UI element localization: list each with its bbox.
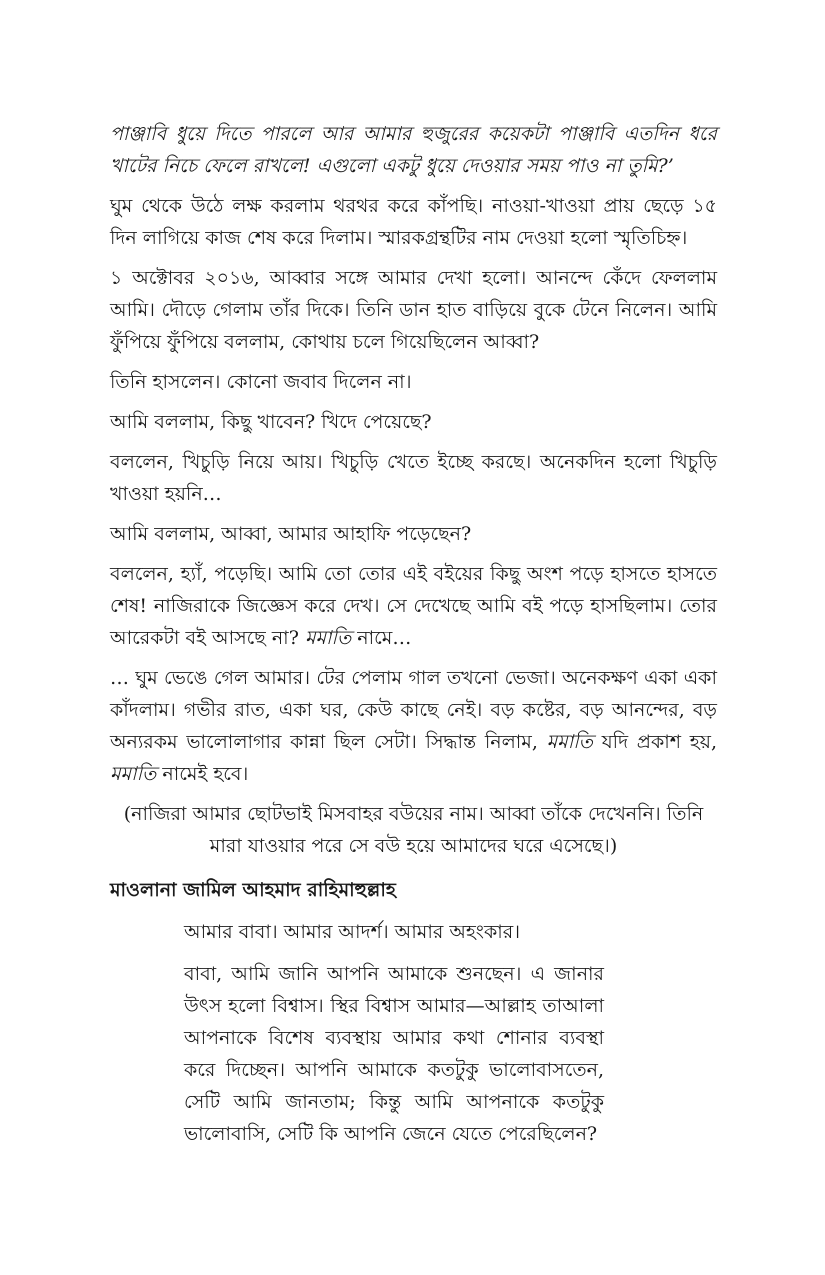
note-paragraph: (নাজিরা আমার ছোটভাই মিসবাহর বউয়ের নাম। আব্বা তাঁকে দেখেননি। তিনি মারা যাওয়ার পরে সে বউ হয়ে আমাদের ঘরে এসেছে।) bbox=[123, 803, 704, 857]
letter-line: আমার বাবা। আমার আদর্শ। আমার অহংকার। bbox=[184, 921, 521, 943]
book-title: মমাতি bbox=[110, 763, 157, 785]
paragraph bbox=[110, 662, 717, 790]
paragraph-text: বললেন, হ্যাঁ, পড়েছি। আমি তো তোর এই বইয়ের কিছু অংশ পড়ে হাসতে হাসতে শেষ! নাজিরাকে জিজ্ঞেস করে দেখ। সে দেখেছে আমি বই পড়ে হাসছিলাম। তোর আরেকটা বই আসছে না? bbox=[110, 563, 717, 649]
paragraph-text: যদি প্রকাশ হয়, bbox=[601, 731, 717, 753]
paragraph: আমি বললাম, আব্বা, আমার আহাফি পড়েছেন? bbox=[110, 523, 472, 545]
paragraph-text: নামেই হবে। bbox=[162, 763, 249, 785]
letter-paragraph: বাবা, আমি জানি আপনি আমাকে শুনছেন। এ জানার উৎস হলো বিশ্বাস। স্থির বিশ্বাস আমার—আল্লাহ তাআলা আপনাকে বিশেষ ব্যবস্থায় আমার কথা শোনার ব্যবস্থা করে দিচ্ছেন। আপনি আমাকে কতটুকু ভালোবাসতেন, সেটি আমি জানতাম; কিন্তু আমি আপনাকে কতটুকু ভালোবাসি, সেটি কি আপনি জেনে যেতে পেরেছিলেন? bbox=[184, 963, 604, 1145]
page-content bbox=[110, 118, 717, 1160]
book-title: মমাতি bbox=[546, 731, 593, 753]
letter-block bbox=[184, 916, 604, 1150]
paragraph: বললেন, খিচুড়ি নিয়ে আয়। খিচুড়ি খেতে ইচ্ছে করছে। অনেকদিন হলো খিচুড়ি খাওয়া হয়নি… bbox=[110, 451, 717, 505]
paragraph: তিনি হাসলেন। কোনো জবাব দিলেন না। bbox=[110, 371, 412, 393]
paragraph: আমি বললাম, কিছু খাবেন? খিদে পেয়েছে? bbox=[110, 411, 432, 433]
paragraph-text: … ঘুম ভেঙে গেল আমার। টের পেলাম গাল তখনো ভেজা। অনেকক্ষণ একা একা কাঁদলাম। গভীর রাত, একা ঘর, কেউ কাছে নেই। বড় কষ্টের, বড় আনন্দের, বড় অন্যরকম ভালোলাগার কান্না ছিল সেটা। সিদ্ধান্ত নিলাম, bbox=[110, 667, 717, 753]
section-heading: মাওলানা জামিল আহমাদ রাহিমাহুল্লাহ bbox=[110, 879, 396, 901]
paragraph: ১ অক্টোবর ২০১৬, আব্বার সঙ্গে আমার দেখা হলো। আনন্দে কেঁদে ফেললাম আমি। দৌড়ে গেলাম তাঁর দিকে। তিনি ডান হাত বাড়িয়ে বুকে টেনে নিলেন। আমি ফুঁপিয়ে ফুঁপিয়ে বললাম, কোথায় চলে গিয়েছিলেন আব্বা? bbox=[110, 267, 717, 353]
paragraph: ঘুম থেকে উঠে লক্ষ করলাম থরথর করে কাঁপছি। নাওয়া-খাওয়া প্রায় ছেড়ে ১৫ দিন লাগিয়ে কাজ শেষ করে দিলাম। স্মারকগ্রন্থটির নাম দেওয়া হলো স্মৃতিচিহ্ন। bbox=[110, 195, 717, 249]
paragraph bbox=[110, 558, 717, 654]
book-title: মমাতি bbox=[304, 627, 352, 649]
paragraph-text: নামে… bbox=[357, 627, 412, 649]
italic-quote-paragraph: পাঞ্জাবি ধুয়ে দিতে পারলে আর আমার হুজুরের কয়েকটা পাঞ্জাবি এতদিন ধরে খাটের নিচে ফেলে রাখলে! এগুলো একটু ধুয়ে দেওয়ার সময় পাও না তুমি?’ bbox=[110, 123, 717, 177]
